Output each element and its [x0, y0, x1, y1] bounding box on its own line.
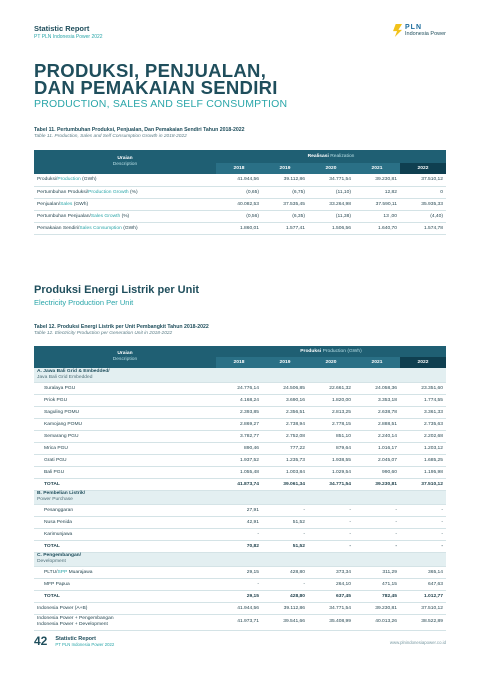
- value-cell: 2.813,25: [308, 406, 354, 418]
- value-cell: 27,91: [216, 504, 262, 516]
- value-cell: 2.888,51: [354, 418, 400, 430]
- value-cell: 40.082,53: [216, 198, 262, 210]
- value-cell: -: [216, 578, 262, 590]
- row-label: Mrica PGU: [34, 442, 216, 454]
- page-title-line2: DAN PEMAKAIAN SENDIRI: [34, 77, 278, 98]
- row-label: Pemakaian Sendiri/Sales Consumption (GWh): [34, 222, 216, 234]
- section-row: [34, 368, 446, 382]
- table11-caption-id: Tabel 11. Pertumbuhan Produksi, Penjualan, Dan Pemakaian Sendiri Tahun 2018-2022: [34, 127, 245, 133]
- value-cell: 647,63: [400, 578, 446, 590]
- value-cell: 1.016,17: [354, 442, 400, 454]
- value-cell: 2.869,27: [216, 418, 262, 430]
- value-cell: 34.771,54: [308, 602, 354, 614]
- value-cell: -: [308, 504, 354, 516]
- value-cell: 37.590,11: [354, 198, 400, 210]
- value-cell: 2.045,07: [354, 454, 400, 466]
- section-heading: [34, 284, 199, 307]
- value-cell: 365,14: [400, 566, 446, 578]
- table-row: [34, 198, 446, 210]
- value-cell: 34.771,54: [308, 174, 354, 186]
- value-cell: 2.240,14: [354, 430, 400, 442]
- row-label: Pertumbuhan Penjualan/Sales Growth (%): [34, 210, 216, 222]
- value-cell: 0: [400, 186, 446, 198]
- value-cell: 1.235,73: [262, 454, 308, 466]
- table12-produksi-header: Produksi Production (GWh): [216, 346, 446, 357]
- lightning-icon: [393, 24, 402, 37]
- value-cell: 13 ,00: [354, 210, 400, 222]
- value-cell: (0,65): [216, 186, 262, 198]
- value-cell: 2.638,78: [354, 406, 400, 418]
- logo-name: Indonesia Power: [405, 30, 446, 37]
- report-title: Statistic Report: [34, 24, 90, 33]
- value-cell: 3.690,16: [262, 394, 308, 406]
- value-cell: -: [216, 528, 262, 540]
- value-cell: 24.506,85: [262, 382, 308, 394]
- row-label: Karimunjawa: [34, 528, 216, 540]
- value-cell: 428,80: [262, 566, 308, 578]
- value-cell: -: [354, 516, 400, 528]
- value-cell: -: [262, 528, 308, 540]
- table-row: [34, 454, 446, 466]
- table12-body: [34, 368, 446, 630]
- section-label: A. Jawa Bali Grid & Embedded/ Java Bali Grid Embedded: [34, 368, 446, 382]
- value-cell: 1.574,78: [400, 222, 446, 234]
- value-cell: -: [308, 540, 354, 552]
- row-label: Nusa Penida: [34, 516, 216, 528]
- value-cell: 1.577,41: [262, 222, 308, 234]
- value-cell: 1.203,12: [400, 442, 446, 454]
- table-row: [34, 442, 446, 454]
- summary-row: [34, 614, 446, 630]
- value-cell: -: [308, 516, 354, 528]
- value-cell: -: [354, 528, 400, 540]
- section-row: [34, 490, 446, 504]
- value-cell: 39.230,81: [354, 478, 400, 490]
- value-cell: 1.937,52: [216, 454, 262, 466]
- value-cell: 70,82: [216, 540, 262, 552]
- value-cell: 37.510,12: [400, 174, 446, 186]
- table12-uraian-header: Uraian Description: [34, 346, 216, 368]
- table-row: [34, 394, 446, 406]
- table-row: [34, 210, 446, 222]
- row-label: TOTAL: [34, 540, 216, 552]
- value-cell: 1.012,77: [400, 590, 446, 602]
- value-cell: 42,91: [216, 516, 262, 528]
- footer-title: Statistic Report: [55, 635, 97, 642]
- pln-logo: [393, 24, 446, 37]
- total-row: [34, 590, 446, 602]
- value-cell: 34.771,54: [308, 478, 354, 490]
- row-label: Bali PGU: [34, 466, 216, 478]
- value-cell: 1.938,55: [308, 454, 354, 466]
- value-cell: 39.061,34: [262, 478, 308, 490]
- table-row: [34, 578, 446, 590]
- table12-year: 2018: [216, 357, 262, 368]
- row-label: Kamojang POMU: [34, 418, 216, 430]
- table11-realisasi-header: Realisasi Realization: [216, 150, 446, 163]
- value-cell: 41.944,56: [216, 174, 262, 186]
- row-label: Grati PGU: [34, 454, 216, 466]
- table12-caption-en: Table 12. Electricity Production per Generation Unit in 2018-2022: [34, 331, 173, 336]
- value-cell: -: [308, 528, 354, 540]
- page-footer: [34, 634, 114, 648]
- value-cell: 879,64: [308, 442, 354, 454]
- table-row: [34, 418, 446, 430]
- value-cell: 35.408,99: [308, 614, 354, 630]
- value-cell: 22.661,32: [308, 382, 354, 394]
- value-cell: -: [400, 504, 446, 516]
- value-cell: 51,52: [262, 516, 308, 528]
- value-cell: 990,60: [354, 466, 400, 478]
- value-cell: 51,52: [262, 540, 308, 552]
- value-cell: 39.230,81: [354, 602, 400, 614]
- table11-year: 2022: [400, 163, 446, 174]
- value-cell: 3.353,18: [354, 394, 400, 406]
- value-cell: 37.510,12: [400, 478, 446, 490]
- value-cell: 2.778,15: [308, 418, 354, 430]
- table-row: [34, 174, 446, 186]
- row-label: TOTAL: [34, 478, 216, 490]
- value-cell: 2.752,08: [262, 430, 308, 442]
- value-cell: 37.535,45: [262, 198, 308, 210]
- logo-brand: PLN: [405, 23, 423, 31]
- table11-caption-en: Table 11. Production, Sales and Self Consumption Growth in 2018-2022: [34, 134, 187, 139]
- value-cell: 1.506,56: [308, 222, 354, 234]
- value-cell: 39.541,66: [262, 614, 308, 630]
- table-row: [34, 516, 446, 528]
- value-cell: -: [400, 540, 446, 552]
- section-title-english: Electricity Production Per Unit: [34, 298, 134, 307]
- row-label: Indonesia Power (A+B): [34, 602, 216, 614]
- page-number: 42: [34, 634, 48, 648]
- value-cell: 1.003,84: [262, 466, 308, 478]
- value-cell: 4.168,24: [216, 394, 262, 406]
- value-cell: 1.029,54: [308, 466, 354, 478]
- table-row: [34, 382, 446, 394]
- table12-year: 2022: [400, 357, 446, 368]
- value-cell: (4,40): [400, 210, 446, 222]
- table12: [34, 346, 446, 631]
- value-cell: 1.820,00: [308, 394, 354, 406]
- table11-year: 2020: [308, 163, 354, 174]
- page-title-english: PRODUCTION, SALES AND SELF CONSUMPTION: [34, 98, 288, 110]
- value-cell: 637,45: [308, 590, 354, 602]
- value-cell: 311,29: [354, 566, 400, 578]
- value-cell: 428,80: [262, 590, 308, 602]
- row-label: Pesanggaran: [34, 504, 216, 516]
- row-label: Saguling POMU: [34, 406, 216, 418]
- value-cell: 1.640,70: [354, 222, 400, 234]
- value-cell: 3.782,77: [216, 430, 262, 442]
- value-cell: (11,38): [308, 210, 354, 222]
- value-cell: -: [262, 578, 308, 590]
- value-cell: 40.013,26: [354, 614, 400, 630]
- row-label: Indonesia Power + Pengembangan Indonesia Power + Development: [34, 614, 216, 630]
- row-label: Pertumbuhan Produksi/Production Growth (%): [34, 186, 216, 198]
- row-label: Produksi/Production (GWh): [34, 174, 216, 186]
- value-cell: 2.735,63: [400, 418, 446, 430]
- table-row: [34, 406, 446, 418]
- value-cell: 39.230,81: [354, 174, 400, 186]
- value-cell: 2.393,85: [216, 406, 262, 418]
- value-cell: -: [354, 540, 400, 552]
- value-cell: 29,15: [216, 590, 262, 602]
- row-label: Semarang PGU: [34, 430, 216, 442]
- value-cell: 1.860,01: [216, 222, 262, 234]
- value-cell: 3.361,33: [400, 406, 446, 418]
- value-cell: -: [262, 504, 308, 516]
- row-label: Penjualan/Sales (GWh): [34, 198, 216, 210]
- row-label: MFP Papua: [34, 578, 216, 590]
- value-cell: 29,15: [216, 566, 262, 578]
- row-label: TOTAL: [34, 590, 216, 602]
- table12-caption: [34, 324, 209, 336]
- report-subtitle: PT PLN Indonesia Power 2022: [34, 34, 103, 40]
- table-row: [34, 186, 446, 198]
- value-cell: 851,10: [308, 430, 354, 442]
- value-cell: 2.356,51: [262, 406, 308, 418]
- value-cell: 471,15: [354, 578, 400, 590]
- report-header: [34, 24, 103, 40]
- total-row: [34, 478, 446, 490]
- table-row: [34, 528, 446, 540]
- row-label: Suralaya PGU: [34, 382, 216, 394]
- value-cell: 23.351,60: [400, 382, 446, 394]
- value-cell: 2.202,68: [400, 430, 446, 442]
- value-cell: 38.522,89: [400, 614, 446, 630]
- table11-uraian-header: Uraian Description: [34, 150, 216, 174]
- page-title-line1: PRODUKSI, PENJUALAN,: [34, 60, 267, 81]
- value-cell: 1.055,48: [216, 466, 262, 478]
- table11-caption: [34, 127, 245, 139]
- value-cell: 1.195,98: [400, 466, 446, 478]
- footer-url[interactable]: www.plnindonesiapower.co.id: [389, 640, 446, 645]
- value-cell: 890,46: [216, 442, 262, 454]
- row-label: PLTU/SPP Muarajawa: [34, 566, 216, 578]
- value-cell: 24.058,36: [354, 382, 400, 394]
- table11-year: 2021: [354, 163, 400, 174]
- summary-row: [34, 602, 446, 614]
- footer-subtitle: PT PLN Indonesia Power 2022: [55, 641, 115, 647]
- value-cell: 12,82: [354, 186, 400, 198]
- value-cell: (0,56): [216, 210, 262, 222]
- table11-body: [34, 174, 446, 234]
- page-title: [34, 62, 287, 110]
- table12-year: 2019: [262, 357, 308, 368]
- section-title: Produksi Energi Listrik per Unit: [34, 284, 200, 296]
- value-cell: 39.112,86: [262, 174, 308, 186]
- value-cell: -: [400, 528, 446, 540]
- value-cell: (6,75): [262, 186, 308, 198]
- section-label: C. Pengembangan/ Development: [34, 552, 446, 566]
- value-cell: (6,35): [262, 210, 308, 222]
- value-cell: 782,45: [354, 590, 400, 602]
- row-label: Priok PGU: [34, 394, 216, 406]
- value-cell: 37.510,12: [400, 602, 446, 614]
- value-cell: 264,10: [308, 578, 354, 590]
- value-cell: (11,10): [308, 186, 354, 198]
- table-row: [34, 566, 446, 578]
- table12-year: 2021: [354, 357, 400, 368]
- value-cell: 41.973,71: [216, 614, 262, 630]
- value-cell: 35.935,33: [400, 198, 446, 210]
- value-cell: 24.776,14: [216, 382, 262, 394]
- value-cell: 33.264,98: [308, 198, 354, 210]
- value-cell: 1.774,55: [400, 394, 446, 406]
- table-row: [34, 430, 446, 442]
- table12-year: 2020: [308, 357, 354, 368]
- table-row: [34, 466, 446, 478]
- value-cell: 41.873,74: [216, 478, 262, 490]
- total-row: [34, 540, 446, 552]
- value-cell: 2.738,94: [262, 418, 308, 430]
- table11-year: 2019: [262, 163, 308, 174]
- table-row: [34, 222, 446, 234]
- value-cell: -: [400, 516, 446, 528]
- table12-caption-id: Tabel 12. Produksi Energi Listrik per Unit Pembangkit Tahun 2018-2022: [34, 324, 209, 330]
- value-cell: -: [354, 504, 400, 516]
- table-row: [34, 504, 446, 516]
- value-cell: 777,22: [262, 442, 308, 454]
- value-cell: 373,34: [308, 566, 354, 578]
- table11-year: 2018: [216, 163, 262, 174]
- value-cell: 39.112,86: [262, 602, 308, 614]
- table11: [34, 150, 446, 235]
- value-cell: 1.685,25: [400, 454, 446, 466]
- section-label: B. Pembelian Listrik/ Power Purchase: [34, 490, 446, 504]
- value-cell: 41.944,56: [216, 602, 262, 614]
- section-row: [34, 552, 446, 566]
